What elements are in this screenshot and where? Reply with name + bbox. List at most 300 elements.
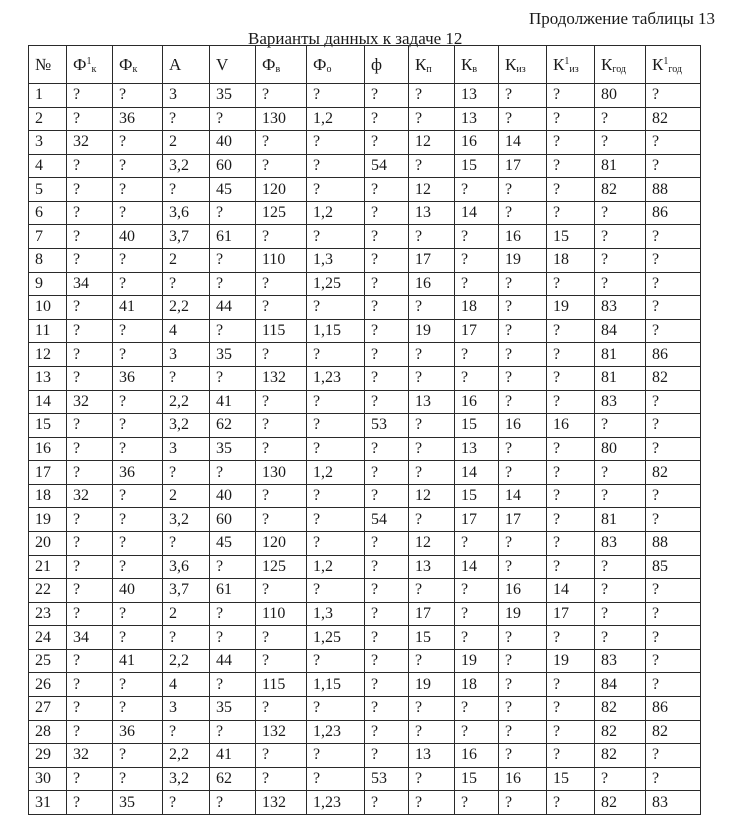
table-cell: ? (499, 531, 547, 555)
table-cell: 19 (409, 673, 455, 697)
table-cell: ? (113, 555, 163, 579)
table-row (29, 673, 701, 697)
table-cell: ? (547, 131, 595, 155)
table-cell: 1,23 (307, 791, 365, 815)
table-cell: ? (595, 602, 646, 626)
column-header-symbol: ф (371, 54, 383, 74)
table-cell: 132 (256, 791, 307, 815)
table-row (29, 249, 701, 273)
table-cell: 82 (595, 720, 646, 744)
table-cell: ? (67, 225, 113, 249)
column-header-symbol: A (169, 54, 182, 74)
column-header-subscript: в (472, 63, 478, 75)
table-cell: ? (307, 697, 365, 721)
table-cell: 82 (595, 697, 646, 721)
table-cell: 1,2 (307, 461, 365, 485)
table-cell: 2,2 (163, 744, 210, 768)
table-cell: ? (307, 296, 365, 320)
table-cell: ? (455, 343, 499, 367)
table-cell: ? (256, 84, 307, 108)
table-cell: ? (163, 107, 210, 131)
table-row (29, 626, 701, 650)
table-cell: 80 (595, 84, 646, 108)
table-cell: ? (595, 272, 646, 296)
table-row (29, 461, 701, 485)
table-row (29, 178, 701, 202)
table-row (29, 201, 701, 225)
table-cell: ? (409, 767, 455, 791)
table-cell: ? (547, 201, 595, 225)
table-cell: ? (595, 414, 646, 438)
table-cell: ? (67, 201, 113, 225)
table-cell: ? (113, 272, 163, 296)
variants-table (28, 45, 701, 815)
table-cell: ? (547, 626, 595, 650)
table-cell: 32 (67, 484, 113, 508)
table-cell: ? (547, 178, 595, 202)
table-cell: 120 (256, 178, 307, 202)
table-row (29, 720, 701, 744)
table-cell: ? (67, 296, 113, 320)
table-cell: ? (307, 484, 365, 508)
table-cell: ? (646, 579, 701, 603)
table-cell: ? (646, 626, 701, 650)
table-cell: 82 (595, 791, 646, 815)
table-cell: 15 (455, 484, 499, 508)
table-cell: 14 (455, 461, 499, 485)
table-cell: ? (256, 225, 307, 249)
table-cell: ? (499, 720, 547, 744)
column-header-symbol: Ф (313, 54, 327, 74)
table-cell: ? (256, 414, 307, 438)
column-header-superscript: 1 (663, 55, 669, 67)
table-cell: ? (455, 720, 499, 744)
table-cell: 115 (256, 673, 307, 697)
table-cell: ? (256, 296, 307, 320)
table-cell: ? (409, 649, 455, 673)
table-cell: 19 (547, 649, 595, 673)
table-cell: 3,2 (163, 154, 210, 178)
table-cell: ? (646, 225, 701, 249)
variant-number-cell: 8 (29, 249, 67, 273)
variant-number-cell: 13 (29, 366, 67, 390)
table-cell: ? (455, 791, 499, 815)
table-cell: ? (365, 178, 409, 202)
table-cell: ? (210, 366, 256, 390)
table-cell: 19 (499, 249, 547, 273)
table-row (29, 390, 701, 414)
variant-number-cell: 29 (29, 744, 67, 768)
table-cell: ? (163, 720, 210, 744)
table-cell: ? (499, 366, 547, 390)
table-cell: 17 (455, 508, 499, 532)
table-cell: 13 (409, 390, 455, 414)
table-cell: ? (365, 461, 409, 485)
table-cell: ? (455, 178, 499, 202)
column-header-symbol: К (652, 54, 664, 74)
table-cell: 17 (409, 249, 455, 273)
table-cell: ? (365, 366, 409, 390)
table-cell: 45 (210, 531, 256, 555)
table-row (29, 579, 701, 603)
table-cell: 82 (646, 366, 701, 390)
table-cell: ? (67, 154, 113, 178)
table-cell: 15 (409, 626, 455, 650)
variant-number-cell: 14 (29, 390, 67, 414)
table-cell: 53 (365, 767, 409, 791)
table-cell: 3,2 (163, 767, 210, 791)
table-cell: 130 (256, 461, 307, 485)
table-cell: ? (307, 508, 365, 532)
table-cell: 86 (646, 201, 701, 225)
column-header (67, 46, 113, 84)
table-cell: 62 (210, 767, 256, 791)
table-title: Варианты данных к задаче 12 (248, 29, 463, 48)
variant-number-cell: 17 (29, 461, 67, 485)
table-cell: ? (365, 484, 409, 508)
table-cell: 1,2 (307, 201, 365, 225)
table-cell: ? (646, 744, 701, 768)
variant-number-cell: 28 (29, 720, 67, 744)
table-cell: 15 (455, 154, 499, 178)
variant-number-cell: 12 (29, 343, 67, 367)
table-cell: ? (365, 673, 409, 697)
table-cell: ? (210, 107, 256, 131)
table-cell: 32 (67, 390, 113, 414)
column-header-superscript: 1 (564, 55, 570, 67)
table-cell: 36 (113, 720, 163, 744)
column-header (455, 46, 499, 84)
table-cell: ? (409, 461, 455, 485)
table-cell: ? (67, 602, 113, 626)
variant-number-cell: 1 (29, 84, 67, 108)
table-cell: ? (595, 626, 646, 650)
table-cell: 4 (163, 673, 210, 697)
table-cell: ? (499, 697, 547, 721)
table-cell: ? (113, 201, 163, 225)
variant-number-cell: 18 (29, 484, 67, 508)
table-cell: ? (67, 343, 113, 367)
column-header-subscript: к (91, 63, 97, 75)
table-cell: ? (499, 555, 547, 579)
table-cell: ? (365, 131, 409, 155)
table-cell: ? (67, 84, 113, 108)
table-cell: 3 (163, 343, 210, 367)
variant-number-cell: 20 (29, 531, 67, 555)
table-cell: ? (409, 437, 455, 461)
table-cell: 2 (163, 249, 210, 273)
table-cell: 1,3 (307, 602, 365, 626)
table-cell: 1,23 (307, 366, 365, 390)
table-cell: 16 (455, 744, 499, 768)
table-cell: ? (455, 626, 499, 650)
table-cell: 84 (595, 673, 646, 697)
variant-number-cell: 22 (29, 579, 67, 603)
table-row (29, 84, 701, 108)
table-cell: ? (256, 626, 307, 650)
table-cell: ? (409, 107, 455, 131)
table-cell: 3,6 (163, 555, 210, 579)
table-cell: 61 (210, 579, 256, 603)
table-cell: 40 (113, 225, 163, 249)
table-cell: ? (210, 602, 256, 626)
table-row (29, 272, 701, 296)
variant-number-cell: 6 (29, 201, 67, 225)
table-cell: 2,2 (163, 296, 210, 320)
table-cell: ? (113, 673, 163, 697)
table-cell: 3 (163, 697, 210, 721)
table-cell: ? (67, 767, 113, 791)
table-cell: 18 (455, 296, 499, 320)
table-cell: 19 (455, 649, 499, 673)
table-cell: 13 (455, 437, 499, 461)
table-cell: ? (210, 555, 256, 579)
table-cell: ? (365, 602, 409, 626)
table-cell: ? (595, 579, 646, 603)
table-cell: ? (547, 673, 595, 697)
table-cell: ? (163, 531, 210, 555)
table-cell: ? (256, 744, 307, 768)
table-cell: 60 (210, 508, 256, 532)
table-cell: ? (409, 343, 455, 367)
table-cell: ? (547, 390, 595, 414)
table-cell: 83 (646, 791, 701, 815)
table-cell: ? (455, 531, 499, 555)
table-cell: 19 (547, 296, 595, 320)
table-cell: 83 (595, 296, 646, 320)
table-row (29, 225, 701, 249)
variant-number-cell: 31 (29, 791, 67, 815)
table-cell: 1,15 (307, 319, 365, 343)
table-cell: 41 (113, 296, 163, 320)
table-cell: ? (547, 461, 595, 485)
table-cell: ? (113, 319, 163, 343)
table-cell: ? (409, 791, 455, 815)
table-row (29, 649, 701, 673)
table-cell: ? (163, 791, 210, 815)
table-cell: ? (646, 272, 701, 296)
table-cell: ? (365, 649, 409, 673)
table-cell: 13 (455, 84, 499, 108)
table-cell: ? (67, 461, 113, 485)
table-cell: ? (499, 107, 547, 131)
table-cell: ? (499, 626, 547, 650)
column-header-subscript: год (668, 63, 682, 75)
table-cell: ? (210, 319, 256, 343)
table-cell: 13 (409, 201, 455, 225)
table-cell: ? (113, 602, 163, 626)
table-cell: ? (210, 249, 256, 273)
table-cell: ? (499, 319, 547, 343)
table-cell: 2,2 (163, 390, 210, 414)
table-cell: ? (163, 461, 210, 485)
table-cell: ? (455, 579, 499, 603)
column-header-symbol: К (505, 54, 517, 74)
table-cell: 36 (113, 366, 163, 390)
table-cell: ? (409, 84, 455, 108)
table-cell: ? (365, 744, 409, 768)
column-header (595, 46, 646, 84)
table-cell: 61 (210, 225, 256, 249)
table-cell: ? (163, 626, 210, 650)
variant-number-cell: 11 (29, 319, 67, 343)
table-cell: 125 (256, 555, 307, 579)
table-cell: ? (365, 201, 409, 225)
table-cell: 32 (67, 744, 113, 768)
table-cell: ? (113, 531, 163, 555)
table-cell: ? (365, 319, 409, 343)
table-cell: ? (113, 178, 163, 202)
table-cell: ? (646, 602, 701, 626)
table-cell: ? (113, 84, 163, 108)
table-cell: ? (455, 249, 499, 273)
table-cell: ? (646, 390, 701, 414)
table-cell: 12 (409, 131, 455, 155)
table-cell: ? (365, 697, 409, 721)
table-cell: 14 (499, 131, 547, 155)
variant-number-cell: 27 (29, 697, 67, 721)
table-cell: 3,2 (163, 508, 210, 532)
table-cell: 1,23 (307, 720, 365, 744)
column-header-subscript: п (426, 63, 432, 75)
table-cell: 4 (163, 319, 210, 343)
table-cell: ? (409, 414, 455, 438)
table-cell: 84 (595, 319, 646, 343)
column-header-subscript: к (132, 63, 138, 75)
table-cell: 16 (409, 272, 455, 296)
table-cell: ? (67, 366, 113, 390)
table-cell: 132 (256, 720, 307, 744)
table-cell: 132 (256, 366, 307, 390)
column-header-symbol: № (35, 54, 52, 74)
table-cell: 17 (409, 602, 455, 626)
table-cell: 16 (499, 414, 547, 438)
table-cell: ? (307, 84, 365, 108)
table-cell: ? (67, 791, 113, 815)
table-cell: ? (646, 414, 701, 438)
table-cell: ? (365, 225, 409, 249)
table-cell: 120 (256, 531, 307, 555)
table-cell: ? (499, 744, 547, 768)
table-cell: ? (547, 154, 595, 178)
table-cell: ? (547, 531, 595, 555)
table-cell: ? (547, 555, 595, 579)
table-cell: ? (595, 107, 646, 131)
table-cell: ? (365, 720, 409, 744)
variant-number-cell: 9 (29, 272, 67, 296)
table-cell: ? (113, 131, 163, 155)
table-cell: ? (256, 343, 307, 367)
table-cell: ? (67, 414, 113, 438)
table-cell: ? (307, 744, 365, 768)
variant-number-cell: 15 (29, 414, 67, 438)
variant-number-cell: 5 (29, 178, 67, 202)
table-cell: ? (210, 272, 256, 296)
table-cell: 15 (455, 414, 499, 438)
table-cell: ? (547, 343, 595, 367)
table-cell: 14 (499, 484, 547, 508)
table-row (29, 508, 701, 532)
table-cell: ? (256, 649, 307, 673)
table-cell: ? (547, 272, 595, 296)
table-cell: 17 (455, 319, 499, 343)
table-cell: ? (409, 296, 455, 320)
table-row (29, 154, 701, 178)
table-cell: ? (307, 131, 365, 155)
table-cell: 45 (210, 178, 256, 202)
table-cell: ? (409, 720, 455, 744)
table-cell: 1,25 (307, 272, 365, 296)
column-header (29, 46, 67, 84)
table-cell: ? (67, 107, 113, 131)
table-cell: ? (547, 697, 595, 721)
table-cell: 12 (409, 484, 455, 508)
table-cell: ? (365, 579, 409, 603)
table-cell: 35 (113, 791, 163, 815)
table-cell: 54 (365, 508, 409, 532)
table-cell: 110 (256, 602, 307, 626)
table-cell: 41 (113, 649, 163, 673)
table-cell: ? (307, 767, 365, 791)
table-cell: ? (210, 201, 256, 225)
variant-number-cell: 24 (29, 626, 67, 650)
table-cell: ? (499, 343, 547, 367)
column-header (307, 46, 365, 84)
table-cell: 34 (67, 626, 113, 650)
table-cell: ? (113, 414, 163, 438)
column-header (547, 46, 595, 84)
table-cell: ? (256, 131, 307, 155)
table-cell: ? (307, 390, 365, 414)
column-header (365, 46, 409, 84)
table-cell: 14 (455, 201, 499, 225)
table-cell: ? (547, 791, 595, 815)
table-cell: ? (547, 107, 595, 131)
variant-number-cell: 2 (29, 107, 67, 131)
table-cell: 14 (455, 555, 499, 579)
table-cell: 16 (499, 579, 547, 603)
table-cell: ? (499, 390, 547, 414)
table-cell: ? (547, 484, 595, 508)
table-row (29, 531, 701, 555)
table-cell: ? (113, 697, 163, 721)
variant-number-cell: 3 (29, 131, 67, 155)
table-cell: ? (256, 697, 307, 721)
table-cell: ? (67, 508, 113, 532)
table-row (29, 602, 701, 626)
table-cell: ? (409, 579, 455, 603)
table-cell: ? (365, 84, 409, 108)
table-cell: 16 (455, 390, 499, 414)
table-cell: ? (163, 178, 210, 202)
table-row (29, 697, 701, 721)
table-cell: ? (67, 319, 113, 343)
table-cell: ? (113, 154, 163, 178)
variant-number-cell: 25 (29, 649, 67, 673)
table-cell: ? (210, 720, 256, 744)
table-cell: ? (646, 767, 701, 791)
table-cell: 16 (547, 414, 595, 438)
table-cell: 19 (499, 602, 547, 626)
table-cell: 41 (210, 390, 256, 414)
table-row (29, 414, 701, 438)
table-row (29, 319, 701, 343)
table-cell: ? (646, 508, 701, 532)
table-cell: ? (499, 178, 547, 202)
table-cell: ? (409, 508, 455, 532)
table-cell: ? (499, 201, 547, 225)
table-cell: 54 (365, 154, 409, 178)
